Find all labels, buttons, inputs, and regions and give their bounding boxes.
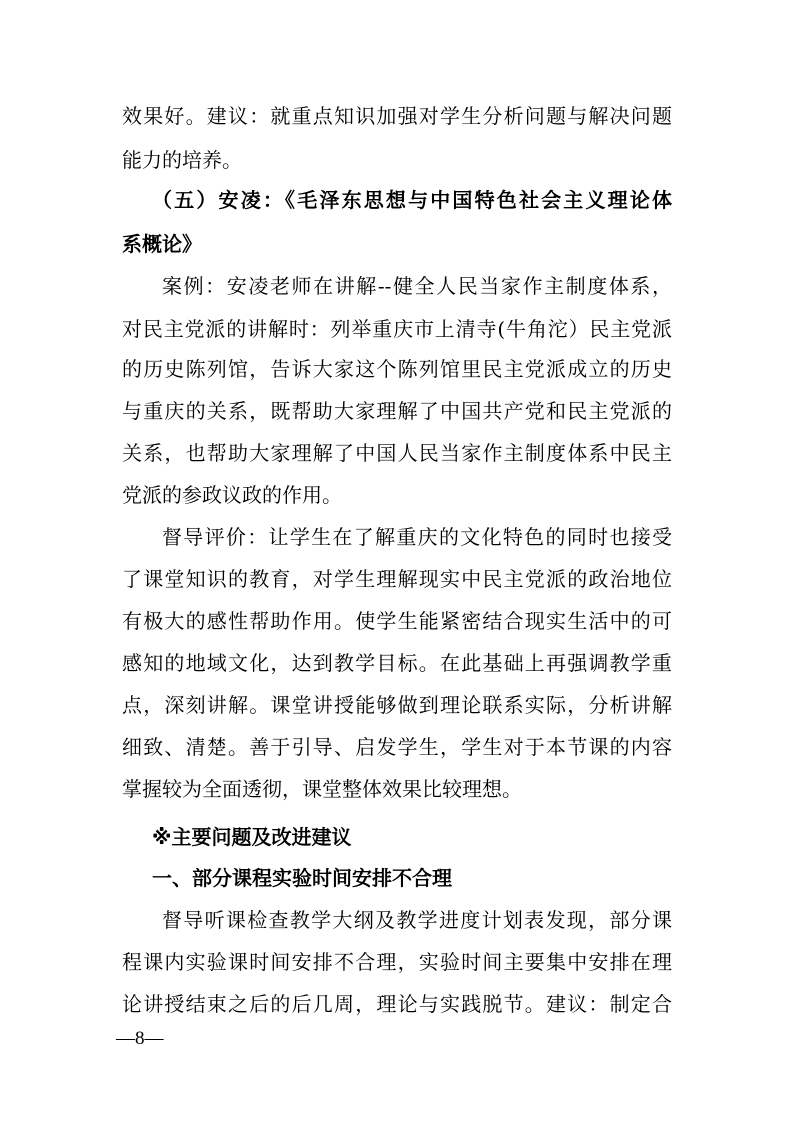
paragraph-line: 能力的培养。	[122, 148, 242, 172]
section-heading: ※主要问题及改进建议	[152, 825, 352, 849]
paragraph-line: 掌握较为全面透彻，课堂整体效果比较理想。	[122, 777, 522, 801]
paragraph-line: 党派的参政议政的作用。	[122, 483, 342, 507]
paragraph-line: 与重庆的关系，既帮助大家理解了中国共产党和民主党派的	[122, 399, 672, 423]
section-heading: 系概论》	[122, 232, 202, 256]
paragraph-line: 督导听课检查教学大纲及教学进度计划表发现，部分课	[162, 908, 672, 932]
paragraph-line: 对民主党派的讲解时：列举重庆市上清寺(牛角沱）民主党派	[122, 317, 672, 341]
paragraph-line: 了课堂知识的教育，对学生理解现实中民主党派的政治地位	[122, 567, 672, 591]
section-heading: 一、部分课程实验时间安排不合理	[152, 866, 452, 890]
paragraph-line: 程课内实验课时间安排不合理，实验时间主要集中安排在理	[122, 950, 672, 974]
paragraph-line: 督导评价：让学生在了解重庆的文化特色的同时也接受	[162, 525, 672, 549]
paragraph-line: 点，深刻讲解。课堂讲授能够做到理论联系实际，分析讲解	[122, 693, 672, 717]
paragraph-line: 关系，也帮助大家理解了中国人民当家作主制度体系中民主	[122, 441, 672, 465]
paragraph-line: 的历史陈列馆，告诉大家这个陈列馆里民主党派成立的历史	[122, 357, 672, 381]
paragraph-line: 有极大的感性帮助作用。使学生能紧密结合现实生活中的可	[122, 609, 672, 633]
paragraph-line: 案例：安凌老师在讲解--健全人民当家作主制度体系，	[162, 274, 672, 298]
paragraph-line: 效果好。建议：就重点知识加强对学生分析问题与解决问题	[122, 104, 672, 128]
paragraph-line: 感知的地域文化，达到教学目标。在此基础上再强调教学重	[122, 651, 672, 675]
page-number: —8—	[116, 1028, 164, 1049]
paragraph-line: 论讲授结束之后的后几周，理论与实践脱节。建议：制定合	[122, 992, 672, 1016]
paragraph-line: 细致、清楚。善于引导、启发学生，学生对于本节课的内容	[122, 735, 672, 759]
section-heading: （五）安凌：《毛泽东思想与中国特色社会主义理论体	[152, 188, 672, 212]
